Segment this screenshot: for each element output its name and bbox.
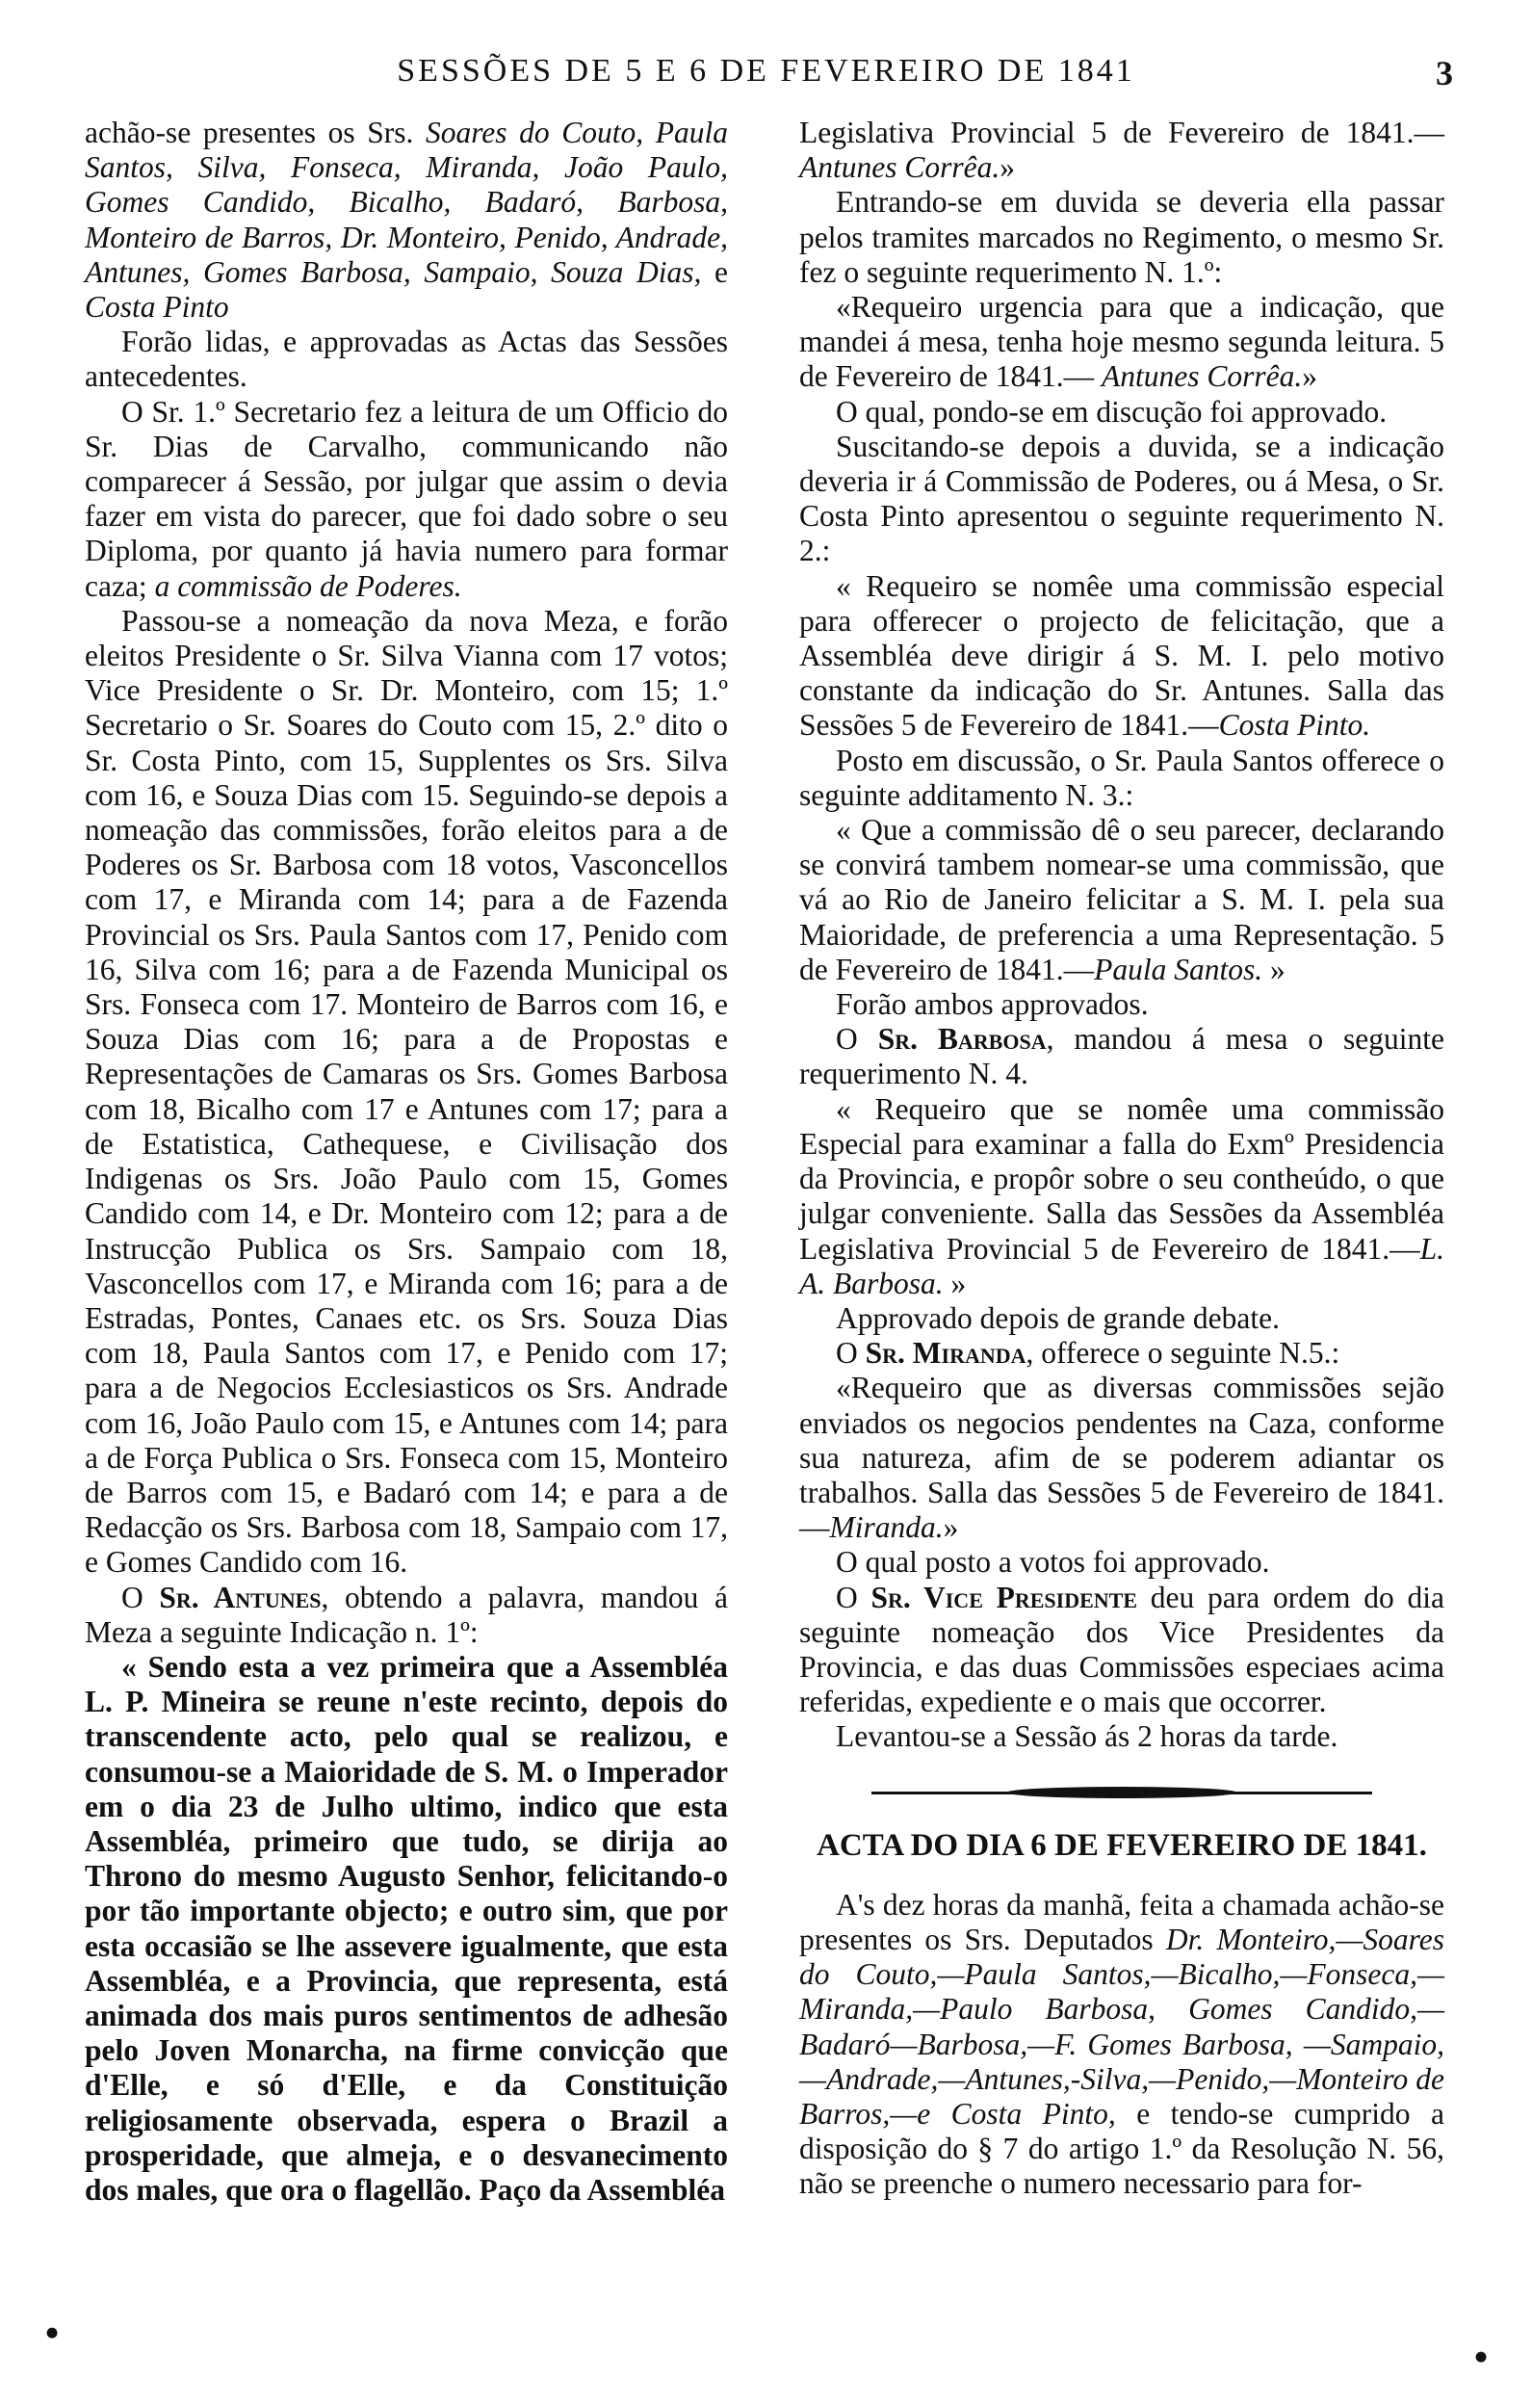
- italic-text: Miranda.: [829, 1510, 944, 1545]
- text-run: , offerece o seguinte N.5.:: [1026, 1336, 1340, 1371]
- paragraph: [799, 1092, 1444, 1301]
- text-run: « Que a commissão dê o seu parecer, declarando se convirá tambem nomear-se uma commissão, que vá ao Rio de Janeiro felicitar a S. M. I. pela sua Maioridade, de preferencia a uma Representação. 5 de Fevereiro de 1841.—: [799, 813, 1444, 986]
- acta-heading: ACTA DO DIA 6 DE FEVEREIRO DE 1841.: [817, 1827, 1427, 1863]
- italic-text: Antunes Corrêa.: [1102, 359, 1303, 394]
- paragraph: [85, 604, 728, 1581]
- text-run: O: [836, 1336, 866, 1371]
- divider-ornament: [1006, 1787, 1237, 1798]
- paragraph: [799, 395, 1444, 430]
- paragraph: [799, 430, 1444, 569]
- ink-speck: •: [1473, 2332, 1490, 2381]
- italic-text: L. A. Barbosa.: [799, 1231, 1444, 1300]
- paragraph: [85, 325, 728, 394]
- speaker-name: Sr. Miranda: [865, 1336, 1026, 1371]
- paragraph: [85, 1581, 728, 1650]
- text-run: O Sr. 1.º Secretario fez a leitura de um Officio do Sr. Dias de Carvalho, communicando não comparecer á Sessão, por julgar que assim o devia fazer em vista do parecer, que foi dado sobre o seu Diploma, por quanto já havia numero para formar caza;: [85, 394, 728, 603]
- paragraph: [85, 116, 728, 325]
- text-run: « Requeiro se nomêe uma commissão especial para offerecer o projecto de felicitação, que a Assembléa deve dirigir á S. M. I. pelo motivo constante da indicação do Sr. Antunes. Salla das Sessões 5 de Fevereiro de 1841.—: [799, 568, 1444, 743]
- text-run: »: [1302, 359, 1318, 394]
- speaker-name: Sr. Antunes: [159, 1580, 322, 1614]
- text-run: achão-se presentes os Srs.: [85, 116, 426, 149]
- section-divider: [871, 1786, 1372, 1799]
- text-run: O: [836, 1022, 878, 1057]
- paragraph: [799, 1022, 1444, 1091]
- text-run: Entrando-se em duvida se deveria ella passar pelos tramites marcados no Regimento, o mesmo Sr. fez o seguinte requerimento N. 1.º:: [799, 185, 1444, 289]
- speaker-name: Sr. Barbosa: [877, 1022, 1047, 1057]
- page-header: [0, 53, 1532, 111]
- paragraph: [799, 116, 1444, 185]
- text-run: , obtendo a palavra, mandou á Meza a seguinte Indicação n. 1º:: [85, 1580, 728, 1649]
- italic-text: Paula Santos.: [1094, 952, 1263, 986]
- paragraph: [799, 1545, 1444, 1580]
- paragraph: [799, 813, 1444, 987]
- right-column: [799, 116, 1444, 2202]
- text-run: Legislativa Provincial 5 de Fevereiro de 1841.—: [799, 116, 1444, 149]
- paragraph: [799, 569, 1444, 744]
- paragraph: [85, 1650, 728, 2208]
- italic-text: Costa Pinto: [85, 290, 229, 325]
- text-run: Levantou-se a Sessão ás 2 horas da tarde.: [836, 1719, 1338, 1754]
- text-run: Posto em discussão, o Sr. Paula Santos offerece o seguinte additamento N. 3.:: [799, 743, 1444, 812]
- text-run: Forão ambos approvados.: [836, 987, 1149, 1022]
- paragraph: [799, 1301, 1444, 1336]
- ink-speck: •: [44, 2308, 61, 2357]
- speaker-name: Sr. Vice Presidente: [870, 1580, 1138, 1614]
- text-run: «Requeiro urgencia para que a indicação, que mandei á mesa, tenha hoje mesmo segunda leitura. 5 de Fevereiro de 1841.—: [799, 290, 1444, 394]
- italic-text: Dr. Monteiro,—Soares do Couto,—Paula Santos,—Bicalho,—Fonseca,—Miranda,—Paulo Barbosa, Gomes Candido,—Badaró—Barbosa,—F. Gomes Barbosa, —Sampaio,—Andrade,—Antunes,-Silva,—Penido,—Monteiro de Barros,—e Costa Pinto,: [799, 1922, 1444, 2131]
- bold-text: « Sendo esta a vez primeira que a Assembléa L. P. Mineira se reune n'este recinto, depois do transcendente acto, pelo qual se realizou, e consumou-se a Maioridade de S. M. o Imperador em o dia 23 de Julho ultimo, indico que esta Assembléa, primeiro que tudo, se dirija ao Throno do mesmo Augusto Senhor, felicitando-o por tão importante objecto; e outro sim, que por esta occasião se lhe assevere igualmente, que esta Assembléa, e a Provincia, que representa, está animada dos mais puros sentimentos de adhesão pelo Joven Monarcha, na firme convicção que d'Elle, e só d'Elle, e da Constituição religiosamente observada, espera o Brazil a prosperidade, que almeja, e o desvanecimento dos males, que ora o flagellão. Paço da Assembléa: [85, 1649, 728, 2207]
- text-run: « Requeiro que se nomêe uma commissão Especial para examinar a falla do Exmº Presidencia da Provincia, e propôr sobre o seu contheúdo, o que julgar conveniente. Salla das Sessões da Assembléa Legislativa Provincial 5 de Fevereiro de 1841.—: [799, 1091, 1444, 1266]
- text-run: O qual posto a votos foi approvado.: [836, 1545, 1270, 1580]
- text-run: «Requeiro que as diversas commissões sejão enviados os negocios pendentes na Caza, conforme sua natureza, afim de se poderem adiantar os trabalhos. Salla das Sessões 5 de Fevereiro de 1841.—: [799, 1371, 1444, 1545]
- text-run: »: [943, 1510, 959, 1545]
- text-run: deu para ordem do dia seguinte nomeação dos Vice Presidentes da Provincia, e das duas Commissões especiaes acima referidas, expediente e o mais que occorrer.: [799, 1580, 1444, 1719]
- paragraph: [799, 290, 1444, 395]
- text-run: O: [121, 1580, 160, 1614]
- text-run: Approvado depois de grande debate.: [836, 1300, 1280, 1335]
- paragraph: [799, 1719, 1444, 1754]
- italic-text: Soares do Couto, Paula Santos, Silva, Fonseca, Miranda, João Paulo, Gomes Candido, Bicalho, Badaró, Barbosa, Monteiro de Barros, Dr. Monteiro, Penido, Andrade, Antunes, Gomes Barbosa, Sampaio, Souza Dias,: [85, 116, 728, 289]
- paragraph: [799, 744, 1444, 813]
- paragraph: [85, 395, 728, 604]
- text-run: e tendo-se cumprido a disposição do § 7 do artigo 1.º da Resolução N. 56, não se preenche o numero necessario para for-: [799, 2096, 1444, 2201]
- text-run: »: [1262, 952, 1285, 986]
- paragraph: [799, 1581, 1444, 1720]
- text-run: »: [943, 1266, 967, 1300]
- paragraph: [799, 185, 1444, 290]
- running-head: SESSÕES DE 5 E 6 DE FEVEREIRO DE 1841: [397, 53, 1135, 89]
- text-run: A's dez horas da manhã, feita a chamada achão-se presentes os Srs. Deputados: [799, 1887, 1444, 1956]
- paragraph: [799, 1371, 1444, 1545]
- text-run: Suscitando-se depois a duvida, se a indicação deveria ir á Commissão de Poderes, ou á Mesa, o Sr. Costa Pinto apresentou o seguinte requerimento N. 2.:: [799, 429, 1444, 568]
- paragraph: [799, 1888, 1444, 2202]
- italic-text: a commissão de Poderes.: [154, 568, 462, 603]
- text-run: e: [701, 254, 728, 289]
- paragraph: [799, 1336, 1444, 1371]
- italic-text: Costa Pinto.: [1218, 708, 1371, 743]
- left-column: [85, 116, 728, 2208]
- page-number: 3: [1436, 54, 1453, 92]
- text-run: Passou-se a nomeação da nova Meza, e forão eleitos Presidente o Sr. Silva Vianna com 17 votos; Vice Presidente o Sr. Dr. Monteiro, com 15; 1.º Secretario o Sr. Soares do Couto com 15, 2.º dito o Sr. Costa Pinto, com 15, Supplentes os Srs. Silva com 16, e Souza Dias com 15. Seguindo-se depois a nomeação das commissões, forão eleitos para a de Poderes os Sr. Barbosa com 18 votos, Vasconcellos com 17, e Miranda com 14; para a de Fazenda Provincial os Srs. Paula Santos com 17, Penido com 16, Silva com 16; para a de Fazenda Municipal os Srs. Fonseca com 17. Monteiro de Barros com 16, e Souza Dias com 16; para a de Propostas e Representações de Camaras os Srs. Gomes Barbosa com 18, Bicalho com 17 e Antunes com 17; para a de Estatistica, Cathequese, e Civilisação dos Indigenas os Srs. João Paulo com 15, Gomes Candido com 14, e Dr. Monteiro com 12; para a de Instrucção Publica os Srs. Sampaio com 18, Vasconcellos com 17, e Miranda com 16; para a de Estradas, Pontes, Canaes etc. os Srs. Souza Dias com 18, Paula Santos com 17, e Penido com 17; para a de Negocios Ecclesiasticos os Srs. Andrade com 16, João Paulo com 15, e Antunes com 14; para a de Força Publica o Srs. Fonseca com 15, Monteiro de Barros com 15, e Badaró com 14; e para a de Redacção os Srs. Barbosa com 18, Sampaio com 17, e Gomes Candido com 16.: [85, 603, 728, 1580]
- text-run: O: [836, 1580, 871, 1614]
- text-run: »: [1000, 150, 1015, 185]
- paragraph: [799, 987, 1444, 1022]
- text-run: , mandou á mesa o seguinte requerimento N. 4.: [799, 1022, 1445, 1091]
- italic-text: Antunes Corrêa.: [799, 150, 1000, 185]
- text-run: Forão lidas, e approvadas as Actas das Sessões antecedentes.: [85, 325, 728, 394]
- text-run: O qual, pondo-se em discução foi approvado.: [836, 394, 1388, 429]
